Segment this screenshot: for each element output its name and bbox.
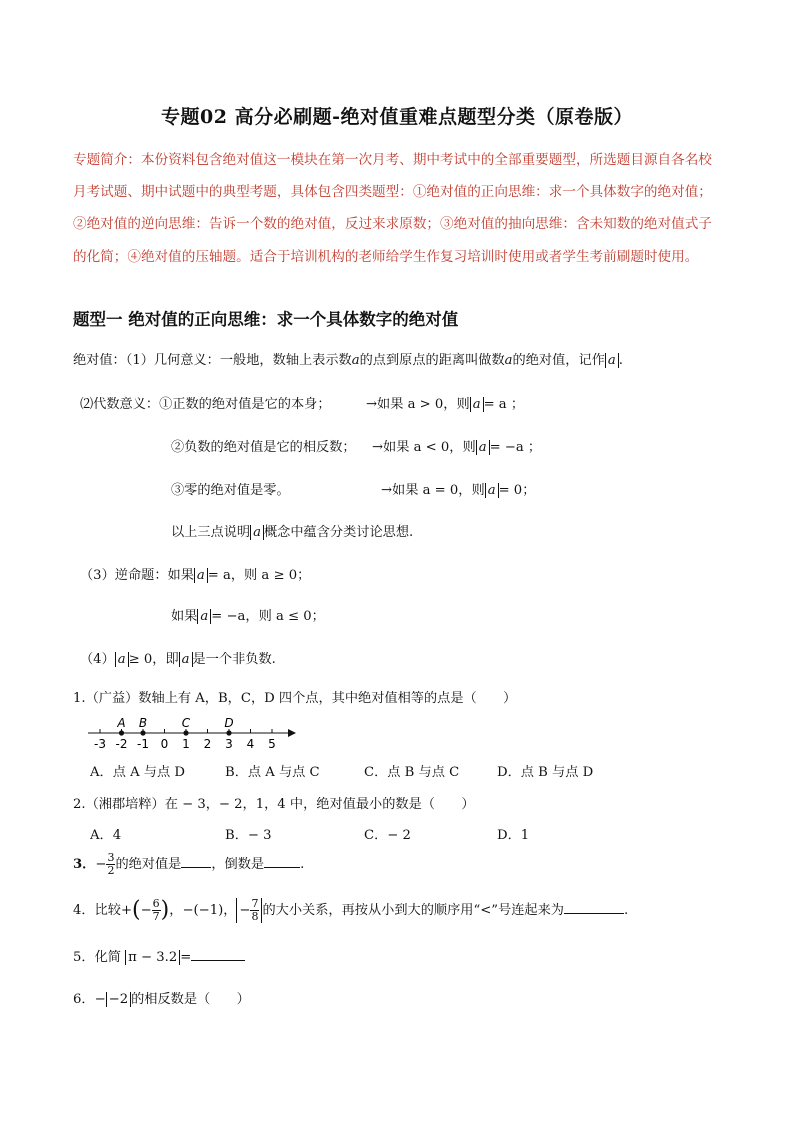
abs-a: a bbox=[194, 568, 208, 583]
def-alg1-cond: →如果 a > 0，则 bbox=[366, 397, 470, 412]
q4-item2: ，−(−1)， bbox=[169, 903, 237, 918]
q5 bbox=[73, 946, 245, 965]
q4-fraction-3 bbox=[250, 898, 259, 923]
topic-intro: 专题简介：本份资料包含绝对值这一模块在第一次月考、期中考试中的全部重要题型，所选题目源自各名校月考试题、期中试题中的典型考题，具体包含四类题型：①绝对值的正向思维：求一个具体数字的绝对值；②绝对值的逆向思维：告诉一个数的绝对值，反过来求原数；③绝对值的抽向思维：含未知数的绝对值式子的化简；④绝对值的压轴题。适合于培训机构的老师给学生作复习培训时使用或者学生考前刷题时使用。 bbox=[73, 152, 712, 265]
number-line-arrow bbox=[288, 729, 296, 737]
def-alg1-text: ①正数的绝对值是它的本身； bbox=[159, 397, 331, 412]
q6-abs-expr: −2 bbox=[106, 992, 131, 1007]
number-line-point bbox=[140, 730, 145, 735]
q2-option-a[interactable]: A．4 bbox=[90, 828, 122, 843]
def-algebraic-1-formula bbox=[366, 393, 524, 412]
number-line-tick-label: 0 bbox=[160, 737, 169, 751]
def-alg3-cond: →如果 a = 0，则 bbox=[381, 483, 485, 498]
def-algebraic-1 bbox=[80, 393, 331, 412]
q4-blank[interactable] bbox=[564, 912, 624, 914]
q5-abs-expr: π − 3.2 bbox=[125, 950, 180, 965]
def-geometric bbox=[73, 349, 623, 368]
q2-option-c[interactable]: C．− 2 bbox=[364, 828, 411, 843]
def-alg2-res: = −a ； bbox=[489, 440, 542, 455]
q3 bbox=[73, 852, 304, 877]
page-title: 专题02 高分必刷题-绝对值重难点题型分类（原卷版） bbox=[161, 106, 633, 128]
q4-right-paren: ) bbox=[160, 897, 170, 923]
q4-plus: + bbox=[120, 903, 133, 918]
number-line-point bbox=[119, 730, 124, 735]
def-nonneg-mid: ≥ 0，即 bbox=[128, 652, 179, 667]
q4-frac3-num: 7 bbox=[251, 897, 259, 910]
number-line-tick-label: -3 bbox=[94, 737, 106, 751]
q3-text: 的绝对值是 bbox=[115, 857, 182, 872]
def-summary-pre: 以上三点说明 bbox=[171, 525, 251, 540]
q4-abs-fraction bbox=[236, 898, 262, 923]
number-line-point-label: B bbox=[138, 716, 148, 730]
def-alg-prefix: ⑵代数意义： bbox=[80, 397, 160, 412]
def-inverse-2 bbox=[171, 605, 325, 624]
q1-option-d[interactable]: D．点 B 与点 D bbox=[497, 765, 594, 780]
number-line-point-label: C bbox=[181, 716, 191, 730]
q5-blank[interactable] bbox=[191, 959, 245, 961]
q3-number: 3． bbox=[73, 857, 96, 872]
number-line-tick-label: -1 bbox=[137, 737, 149, 751]
number-line-tick-label: 2 bbox=[203, 737, 212, 751]
q3-end: . bbox=[300, 857, 305, 872]
abs-a: a bbox=[476, 440, 490, 455]
var-a: a bbox=[351, 353, 360, 368]
q4-frac3-neg: − bbox=[239, 903, 251, 918]
number-line-tick-label: 5 bbox=[268, 737, 276, 751]
q3-frac-den: 2 bbox=[107, 864, 115, 877]
def-nonneg-prefix: （4） bbox=[80, 652, 115, 667]
def-geo-prefix: 绝对值：（1）几何意义：一般地，数轴上表示数 bbox=[73, 353, 352, 368]
def-nonnegative bbox=[80, 648, 276, 667]
q3-blank-1[interactable] bbox=[181, 866, 211, 868]
q1-option-b[interactable]: B．点 A 与点 C bbox=[225, 765, 320, 780]
def-inv2-res: = −a，则 a ≤ 0； bbox=[211, 609, 325, 624]
q2-option-b[interactable]: B．− 3 bbox=[225, 828, 272, 843]
abs-a: a bbox=[179, 652, 193, 667]
number-line-point bbox=[183, 730, 188, 735]
q1-stem: 1.（广益）数轴上有 A，B，C，D 四个点，其中绝对值相等的点是（ ） bbox=[73, 691, 517, 706]
def-geo-suffix: 的绝对值，记作 bbox=[512, 353, 605, 368]
def-summary-post: 概念中蕴含分类讨论思想. bbox=[264, 525, 414, 540]
def-geo-end: . bbox=[618, 353, 623, 368]
abs-a: a bbox=[197, 609, 211, 624]
abs-a: a bbox=[485, 483, 499, 498]
abs-a: a bbox=[250, 525, 264, 540]
q3-neg: − bbox=[95, 857, 107, 872]
def-inv1-res: = a，则 a ≥ 0； bbox=[207, 568, 311, 583]
number-line-tick-label: 3 bbox=[225, 737, 233, 751]
q4-end: . bbox=[623, 903, 629, 918]
q3-frac-num: 3 bbox=[107, 851, 115, 864]
def-algebraic-2-formula bbox=[372, 436, 541, 455]
q4-left-paren: ( bbox=[132, 897, 141, 923]
number-line-tick-label: 1 bbox=[182, 737, 190, 751]
q4-prefix: 4．比较 bbox=[73, 903, 121, 918]
def-algebraic-3: ③零的绝对值是零。 bbox=[171, 483, 290, 498]
q4-suffix: 的大小关系，再按从小到大的顺序用“<”号连起来为 bbox=[262, 903, 564, 918]
q4-frac3-den: 8 bbox=[251, 910, 259, 923]
number-line-tick-label: -2 bbox=[115, 737, 128, 751]
q3-blank-2[interactable] bbox=[264, 866, 300, 868]
def-geo-mid: 的点到原点的距离叫做数 bbox=[359, 353, 505, 368]
abs-a: a bbox=[470, 397, 484, 412]
number-line bbox=[85, 710, 300, 752]
var-a: a bbox=[504, 353, 513, 368]
section-heading: 题型一 绝对值的正向思维：求一个具体数字的绝对值 bbox=[73, 310, 459, 329]
def-alg1-res: = a ； bbox=[483, 397, 525, 412]
number-line-point-label: D bbox=[224, 716, 234, 730]
q4-fraction-1 bbox=[152, 898, 161, 923]
def-inv2-prefix: 如果 bbox=[171, 609, 198, 624]
abs-a: a bbox=[115, 652, 129, 667]
q1-option-a[interactable]: A．点 A 与点 D bbox=[90, 765, 185, 780]
def-nonneg-post: 是一个非负数. bbox=[192, 652, 276, 667]
q1-option-c[interactable]: C．点 B 与点 C bbox=[364, 765, 460, 780]
q2-option-d[interactable]: D．1 bbox=[497, 828, 530, 843]
number-line-tick-label: 4 bbox=[246, 737, 255, 751]
def-alg2-cond: →如果 a < 0，则 bbox=[372, 440, 476, 455]
q4-frac1-num: 6 bbox=[152, 897, 160, 910]
q5-prefix: 5．化简 bbox=[73, 950, 121, 965]
number-line-point-label: A bbox=[117, 716, 126, 730]
def-inverse-1 bbox=[80, 564, 310, 583]
number-line-point bbox=[226, 730, 231, 735]
q4-frac1-neg: − bbox=[140, 903, 152, 918]
q6-suffix: 的相反数是（ ） bbox=[131, 992, 250, 1007]
q6 bbox=[73, 988, 250, 1007]
def-algebraic-2: ②负数的绝对值是它的相反数； bbox=[171, 440, 356, 455]
def-alg3-res: = 0； bbox=[498, 483, 536, 498]
q3-mid: ，倒数是 bbox=[211, 857, 265, 872]
q6-prefix: 6．− bbox=[73, 992, 106, 1007]
q2-stem: 2.（湘郡培粹）在 − 3，− 2，1，4 中，绝对值最小的数是（ ） bbox=[73, 797, 475, 812]
abs-a: a bbox=[605, 353, 619, 368]
q4 bbox=[73, 898, 628, 923]
q5-eq: = bbox=[180, 950, 192, 965]
def-summary bbox=[171, 521, 413, 540]
def-inv-prefix: （3）逆命题：如果 bbox=[80, 568, 194, 583]
q4-frac1-den: 7 bbox=[152, 910, 160, 923]
def-algebraic-3-formula bbox=[381, 479, 535, 498]
